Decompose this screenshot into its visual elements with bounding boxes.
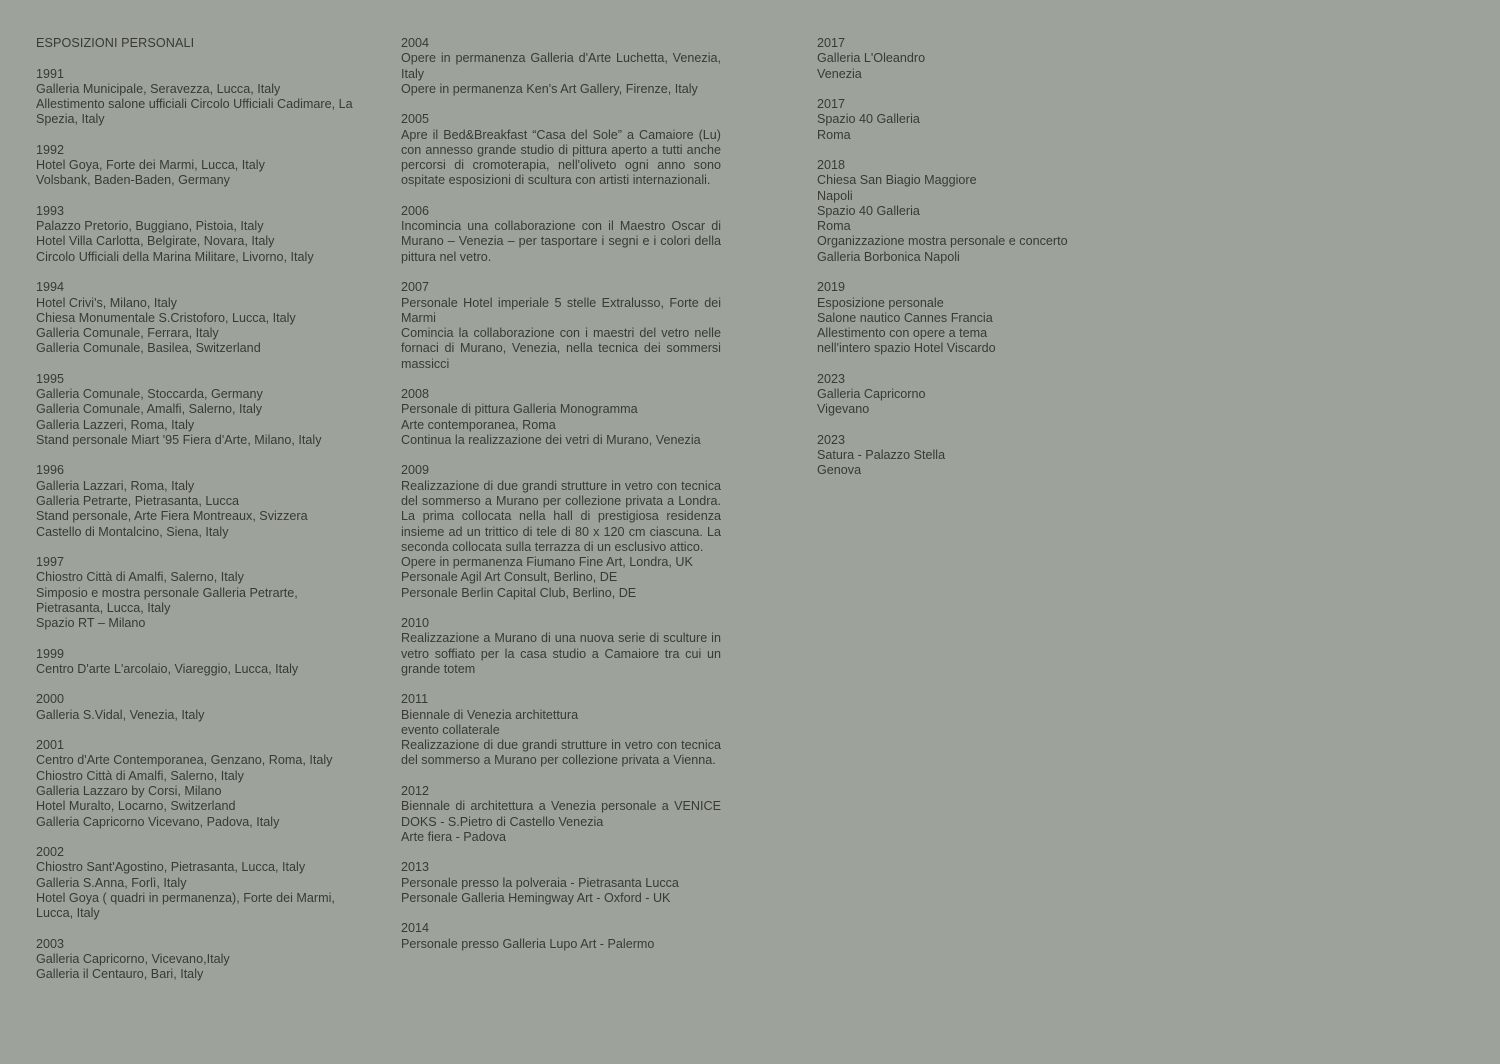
exhibition-entry [401, 463, 721, 600]
entry-line: Venezia [817, 66, 862, 81]
entry-line: nell'intero spazio Hotel Viscardo [817, 341, 996, 356]
entry-year: 1996 [36, 463, 65, 478]
entry-line: Chiostro Città di Amalfi, Salerno, Italy [36, 768, 244, 783]
entry-line: Hotel Crivi's, Milano, Italy [36, 295, 177, 310]
entry-year: 1993 [36, 203, 65, 218]
entry-line: Biennale di Venezia architettura [401, 707, 579, 722]
column-2 [401, 36, 721, 967]
entry-line: Chiostro Sant'Agostino, Pietrasanta, Lucca, Italy [36, 860, 306, 875]
entry-line: Opere in permanenza Fiumano Fine Art, Londra, UK [401, 555, 693, 570]
entry-line: Galleria S.Vidal, Venezia, Italy [36, 707, 205, 722]
exhibition-entry [36, 937, 366, 983]
entry-year: 2002 [36, 845, 65, 860]
entry-year: 1995 [36, 371, 65, 386]
entry-line: Roma [817, 219, 851, 234]
exhibition-entry [401, 387, 721, 448]
entry-line: Realizzazione di due grandi strutture in vetro con tecnica del sommerso a Murano per collezione privata a Vienna. [401, 738, 721, 768]
entry-line: Chiostro Città di Amalfi, Salerno, Italy [36, 570, 244, 585]
entry-line: Spazio 40 Galleria [817, 203, 920, 218]
entry-line: Personale Agil Art Consult, Berlino, DE [401, 570, 618, 585]
entry-line: Satura - Palazzo Stella [817, 448, 946, 463]
entry-line: Personale presso Galleria Lupo Art - Palermo [401, 936, 655, 951]
entry-line: Galleria Capricorno Vicevano, Padova, Italy [36, 814, 280, 829]
exhibition-entry [36, 647, 366, 678]
entry-line: Galleria Comunale, Basilea, Switzerland [36, 341, 261, 356]
entry-year: 2000 [36, 692, 65, 707]
entry-year: 2017 [817, 36, 846, 50]
entry-year: 1999 [36, 646, 65, 661]
entry-line: Realizzazione di due grandi strutture in vetro con tecnica del sommerso a Murano per collezione privata a Londra. La prima collocata nella hall di prestigiosa residenza insieme ad un trittico di tele di 80 x 120 cm ciascuna. La seconda collocata sulla terrazza di un esclusivo attico. [401, 478, 721, 554]
exhibition-entry [36, 143, 366, 189]
entry-year: 2019 [817, 280, 846, 295]
entry-line: Opere in permanenza Galleria d'Arte Luchetta, Venezia, Italy [401, 51, 721, 81]
entry-line: Galleria Municipale, Seravezza, Lucca, Italy [36, 81, 281, 96]
entry-line: Galleria Petrarte, Pietrasanta, Lucca [36, 493, 240, 508]
exhibition-entry [401, 204, 721, 265]
entry-year: 2007 [401, 280, 430, 295]
entry-line: Roma [817, 127, 851, 142]
entry-line: Galleria Lazzaro by Corsi, Milano [36, 784, 222, 799]
entry-line: Arte contemporanea, Roma [401, 417, 556, 432]
exhibition-entry [401, 692, 721, 768]
exhibition-entry [36, 372, 366, 448]
entry-line: Volsbank, Baden-Baden, Germany [36, 173, 230, 188]
entry-line: Organizzazione mostra personale e concerto [817, 234, 1068, 249]
entry-line: Galleria Comunale, Amalfi, Salerno, Italy [36, 402, 263, 417]
exhibition-entry [401, 112, 721, 188]
entry-year: 1992 [36, 142, 65, 157]
exhibition-entry [817, 97, 1117, 143]
entry-year: 1997 [36, 555, 65, 570]
entry-line: Opere in permanenza Ken's Art Gallery, Firenze, Italy [401, 81, 698, 96]
entry-line: Hotel Goya, Forte dei Marmi, Lucca, Italy [36, 158, 265, 173]
entry-line: Esposizione personale [817, 295, 944, 310]
entry-year: 1994 [36, 280, 65, 295]
entry-line: Personale di pittura Galleria Monogramma [401, 402, 638, 417]
entry-line: Galleria Borbonica Napoli [817, 249, 960, 264]
entry-line: Galleria Capricorno, Vicevano,Italy [36, 951, 230, 966]
exhibition-entry [401, 921, 721, 952]
entry-line: Simposio e mostra personale Galleria Petrarte, Pietrasanta, Lucca, Italy [36, 585, 298, 615]
exhibition-entry [401, 860, 721, 906]
exhibition-entry [817, 158, 1117, 265]
column-3 [817, 36, 1117, 494]
entry-line: evento collaterale [401, 722, 500, 737]
entry-line: Castello di Montalcino, Siena, Italy [36, 524, 229, 539]
entry-year: 2003 [36, 936, 65, 951]
entry-line: Chiesa San Biagio Maggiore [817, 173, 977, 188]
entry-line: Personale Hotel imperiale 5 stelle Extralusso, Forte dei Marmi [401, 295, 721, 325]
entry-year: 2014 [401, 921, 430, 936]
entry-line: Realizzazione a Murano di una nuova serie di sculture in vetro soffiato per la casa studio a Camaiore tra cui un grande totem [401, 631, 721, 676]
exhibition-entry [36, 204, 366, 265]
entry-line: Comincia la collaborazione con i maestri del vetro nelle fornaci di Murano, Venezia, nella tecnica dei sommersi massicci [401, 326, 721, 371]
entry-year: 2008 [401, 387, 430, 402]
entry-line: Arte fiera - Padova [401, 829, 506, 844]
exhibition-entry [36, 738, 366, 830]
entry-line: Stand personale, Arte Fiera Montreaux, Svizzera [36, 509, 308, 524]
entry-line: Galleria Comunale, Ferrara, Italy [36, 326, 219, 341]
entry-line: Galleria Lazzeri, Roma, Italy [36, 417, 195, 432]
entry-line: Hotel Villa Carlotta, Belgirate, Novara, Italy [36, 234, 275, 249]
entry-line: Hotel Goya ( quadri in permanenza), Forte dei Marmi, Lucca, Italy [36, 890, 335, 921]
exhibition-entry [401, 616, 721, 677]
entry-line: Galleria L'Oleandro [817, 51, 926, 66]
entry-line: Stand personale Miart '95 Fiera d'Arte, Milano, Italy [36, 432, 322, 447]
exhibition-entry [401, 36, 721, 97]
entry-line: Galleria Comunale, Stoccarda, Germany [36, 387, 263, 402]
section-heading: ESPOSIZIONI PERSONALI [36, 36, 195, 50]
entry-year: 2010 [401, 616, 430, 631]
entry-line: Allestimento salone ufficiali Circolo Ufficiali Cadimare, La Spezia, Italy [36, 97, 353, 127]
entry-line: Hotel Muralto, Locarno, Switzerland [36, 799, 236, 814]
entry-line: Biennale di architettura a Venezia personale a VENICE DOKS - S.Pietro di Castello Venezia [401, 799, 721, 829]
entry-line: Incomincia una collaborazione con il Maestro Oscar di Murano – Venezia – per tasportare i segni e i colori della pittura nel vetro. [401, 219, 721, 264]
exhibition-entry [36, 555, 366, 631]
entry-year: 2023 [817, 371, 846, 386]
entry-year: 2011 [401, 692, 429, 707]
entry-line: Palazzo Pretorio, Buggiano, Pistoia, Italy [36, 219, 264, 234]
exhibition-entry [36, 692, 366, 723]
entry-line: Napoli [817, 188, 853, 203]
entry-line: Vigevano [817, 402, 870, 417]
exhibition-entry [401, 784, 721, 845]
entry-year: 2012 [401, 784, 430, 799]
exhibition-entry [36, 67, 366, 128]
exhibition-entry [817, 433, 1117, 479]
column-1 [36, 36, 366, 998]
exhibition-entry [401, 280, 721, 372]
entry-line: Salone nautico Cannes Francia [817, 310, 993, 325]
entry-line: Spazio RT – Milano [36, 616, 146, 631]
exhibition-entry [36, 845, 366, 921]
entry-line: Allestimento con opere a tema [817, 326, 988, 341]
entry-line: Galleria Capricorno [817, 387, 926, 402]
entry-line: Galleria il Centauro, Bari, Italy [36, 967, 204, 982]
exhibition-entry [36, 463, 366, 539]
entry-line: Centro D'arte L'arcolaio, Viareggio, Lucca, Italy [36, 661, 299, 676]
entry-year: 2018 [817, 158, 846, 173]
entry-line: Circolo Ufficiali della Marina Militare, Livorno, Italy [36, 249, 314, 264]
entry-year: 2009 [401, 463, 430, 478]
entry-year: 2013 [401, 860, 430, 875]
entry-line: Apre il Bed&Breakfast “Casa del Sole” a Camaiore (Lu) con annesso grande studio di pittura aperto a tutti anche percorsi di cromoterapia, nell'oliveto ogni anno sono ospitate esposizioni di scultura con artisti internazionali. [401, 127, 721, 188]
entry-year: 1991 [36, 66, 65, 81]
entry-year: 2023 [817, 432, 846, 447]
entry-line: Continua la realizzazione dei vetri di Murano, Venezia [401, 432, 701, 447]
entry-line: Personale presso la polveraia - Pietrasanta Lucca [401, 875, 679, 890]
entry-line: Personale Galleria Hemingway Art - Oxford - UK [401, 890, 671, 905]
exhibition-entry [36, 280, 366, 356]
entry-line: Personale Berlin Capital Club, Berlino, DE [401, 585, 637, 600]
entry-year: 2004 [401, 36, 430, 50]
entry-year: 2001 [36, 738, 65, 753]
entry-line: Galleria S.Anna, Forlì, Italy [36, 875, 187, 890]
entry-year: 2006 [401, 203, 430, 218]
entry-line: Spazio 40 Galleria [817, 112, 920, 127]
entry-line: Centro d'Arte Contemporanea, Genzano, Roma, Italy [36, 753, 333, 768]
entry-line: Genova [817, 463, 862, 478]
entry-line: Galleria Lazzari, Roma, Italy [36, 478, 195, 493]
entry-line: Chiesa Monumentale S.Cristoforo, Lucca, Italy [36, 310, 296, 325]
exhibition-entry [817, 372, 1117, 418]
exhibition-entry [817, 36, 1117, 82]
exhibition-entry [817, 280, 1117, 356]
entry-year: 2005 [401, 112, 430, 127]
entry-year: 2017 [817, 97, 846, 112]
